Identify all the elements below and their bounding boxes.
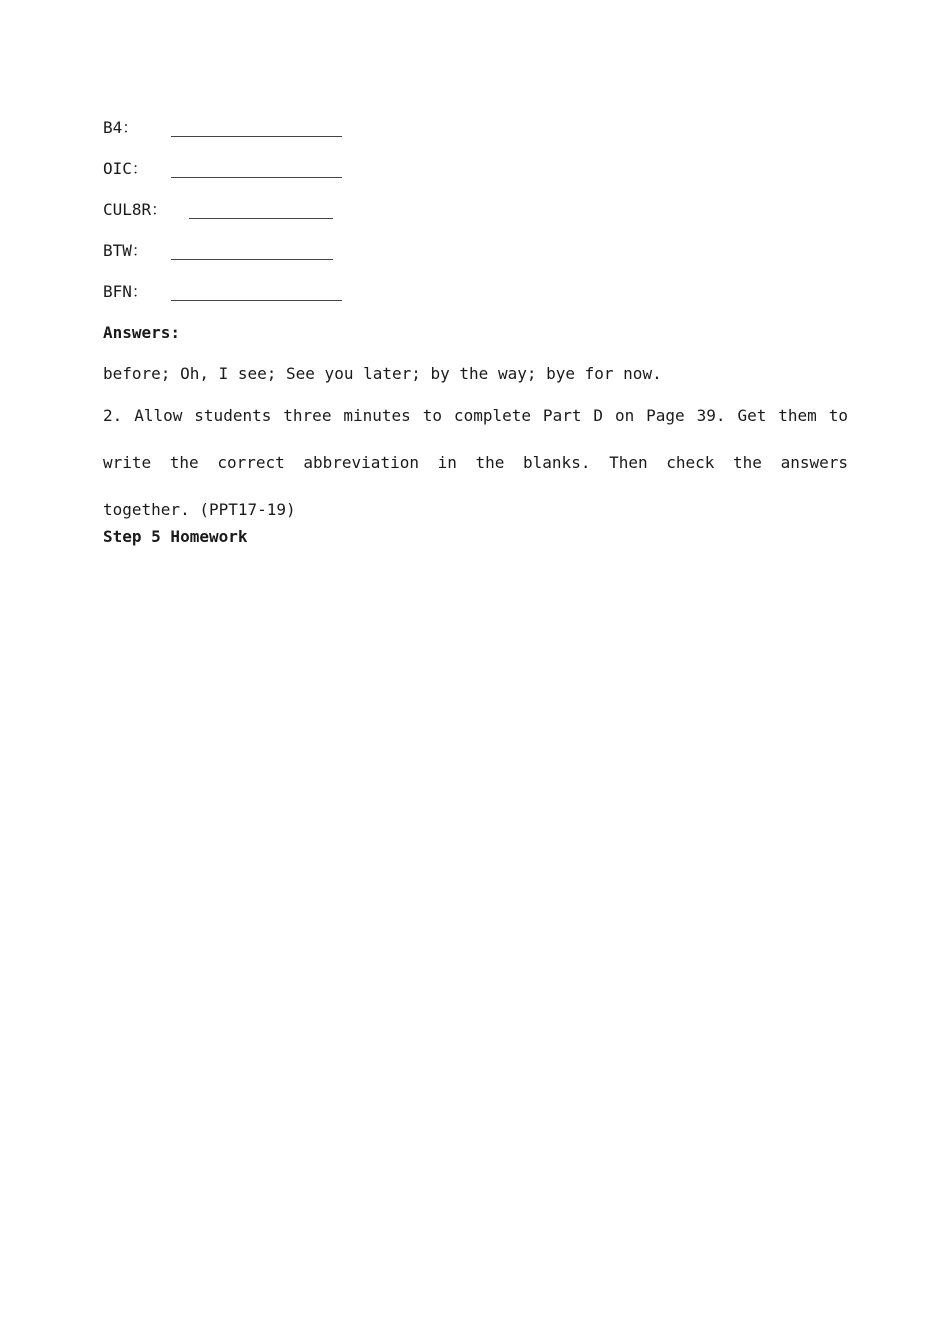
abbreviation-label: B4： — [103, 118, 139, 137]
answer-blank[interactable] — [171, 239, 333, 260]
blank-row-b4 — [103, 116, 848, 157]
blank-row-cul8r — [103, 198, 848, 239]
abbreviation-label: OIC： — [103, 159, 148, 178]
abbreviation-label: CUL8R： — [103, 200, 168, 219]
answers-text: before; Oh, I see; See you later; by the way; bye for now. — [103, 364, 662, 383]
answer-blank[interactable] — [171, 116, 342, 137]
document-page — [103, 116, 848, 566]
answer-blank[interactable] — [189, 198, 333, 219]
abbreviation-label: BTW： — [103, 241, 148, 260]
instruction-paragraph: 2. Allow students three minutes to complete Part D on Page 39. Get them to write the correct abbreviation in the blanks. Then check the answers together. (PPT17-19) — [103, 406, 848, 519]
answer-blank[interactable] — [171, 157, 342, 178]
blank-row-bfn — [103, 280, 848, 321]
blank-row-btw — [103, 239, 848, 280]
step-heading: Step 5 Homework — [103, 527, 248, 546]
abbreviation-label: BFN： — [103, 282, 148, 301]
answers-heading: Answers: — [103, 323, 181, 342]
answer-blank[interactable] — [171, 280, 342, 301]
blank-row-oic — [103, 157, 848, 198]
